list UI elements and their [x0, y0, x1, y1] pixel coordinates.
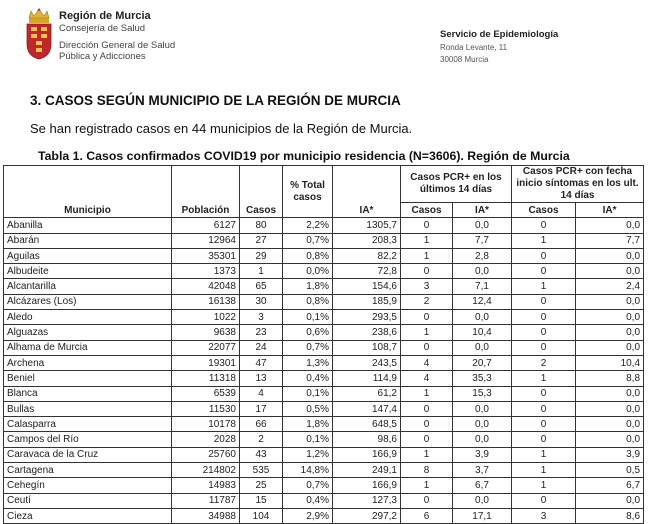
cell-pct-total: 0,1% [283, 432, 333, 447]
col-header-casos: Casos [240, 166, 283, 218]
cell-sint-casos: 0 [512, 294, 576, 309]
cell-pcr-ia: 3,9 [453, 447, 512, 462]
shield-icon [27, 24, 51, 59]
cell-sint-ia: 0,0 [576, 294, 644, 309]
cell-casos: 15 [240, 493, 283, 508]
col-header-pcr-casos: Casos [401, 203, 453, 218]
table-row [4, 355, 644, 370]
cell-poblacion: 6127 [172, 218, 240, 233]
cell-pct-total: 1,3% [283, 355, 333, 370]
cell-pcr-casos: 0 [401, 340, 453, 355]
cell-pct-total: 0,4% [283, 493, 333, 508]
cell-pct-total: 2,9% [283, 508, 333, 523]
cell-municipio: Blanca [4, 386, 172, 401]
cell-casos: 66 [240, 417, 283, 432]
service-title: Servicio de Epidemiología [440, 29, 559, 40]
cell-ia: 61,2 [333, 386, 401, 401]
cell-ia: 293,5 [333, 310, 401, 325]
cell-municipio: Alcantarilla [4, 279, 172, 294]
cell-ia: 249,1 [333, 463, 401, 478]
cell-municipio: Albudeite [4, 264, 172, 279]
table-row [4, 508, 644, 523]
cell-casos: 1 [240, 264, 283, 279]
cell-pcr-casos: 6 [401, 508, 453, 523]
cell-pcr-casos: 0 [401, 218, 453, 233]
cell-pcr-ia: 0,0 [453, 401, 512, 416]
table-row [4, 294, 644, 309]
cell-pcr-casos: 1 [401, 233, 453, 248]
table-row [4, 279, 644, 294]
cell-casos: 29 [240, 248, 283, 263]
table-row [4, 325, 644, 340]
cell-pcr-casos: 0 [401, 310, 453, 325]
cell-pct-total: 0,6% [283, 325, 333, 340]
cell-pcr-ia: 17,1 [453, 508, 512, 523]
cell-pcr-ia: 0,0 [453, 340, 512, 355]
cell-poblacion: 16138 [172, 294, 240, 309]
cell-sint-casos: 0 [512, 218, 576, 233]
table-row [4, 386, 644, 401]
cell-ia: 243,5 [333, 355, 401, 370]
cell-casos: 47 [240, 355, 283, 370]
cell-pcr-ia: 0,0 [453, 218, 512, 233]
col-header-municipio: Municipio [4, 166, 172, 218]
cell-poblacion: 19301 [172, 355, 240, 370]
cell-pct-total: 0,1% [283, 386, 333, 401]
cell-sint-casos: 1 [512, 447, 576, 462]
cell-sint-ia: 0,0 [576, 432, 644, 447]
cell-pcr-ia: 0,0 [453, 417, 512, 432]
cell-sint-casos: 0 [512, 248, 576, 263]
cell-casos: 30 [240, 294, 283, 309]
cell-poblacion: 22077 [172, 340, 240, 355]
table-row [4, 493, 644, 508]
cell-sint-casos: 0 [512, 325, 576, 340]
service-block [440, 29, 558, 65]
cell-casos: 80 [240, 218, 283, 233]
cell-casos: 13 [240, 371, 283, 386]
cell-poblacion: 10178 [172, 417, 240, 432]
cell-ia: 166,9 [333, 478, 401, 493]
cell-sint-casos: 0 [512, 340, 576, 355]
cell-poblacion: 11787 [172, 493, 240, 508]
cell-municipio: Alguazas [4, 325, 172, 340]
cell-sint-ia: 0,0 [576, 264, 644, 279]
table-row [4, 310, 644, 325]
cell-sint-ia: 0,0 [576, 493, 644, 508]
cell-pcr-casos: 1 [401, 386, 453, 401]
cell-sint-casos: 0 [512, 401, 576, 416]
cell-pcr-casos: 0 [401, 432, 453, 447]
cell-pct-total: 0,4% [283, 371, 333, 386]
cell-sint-ia: 0,0 [576, 417, 644, 432]
cell-pcr-casos: 1 [401, 447, 453, 462]
cell-sint-casos: 0 [512, 432, 576, 447]
crown-icon [29, 9, 49, 24]
cell-casos: 104 [240, 508, 283, 523]
cell-pcr-casos: 4 [401, 355, 453, 370]
col-header-poblacion: Población [172, 166, 240, 218]
cell-pct-total: 0,7% [283, 233, 333, 248]
cell-poblacion: 42048 [172, 279, 240, 294]
organization-block [59, 10, 175, 62]
cell-poblacion: 9638 [172, 325, 240, 340]
cell-sint-casos: 3 [512, 508, 576, 523]
cell-poblacion: 34988 [172, 508, 240, 523]
col-header-sint-casos: Casos [512, 203, 576, 218]
cell-municipio: Cieza [4, 508, 172, 523]
org-name: Región de Murcia [59, 10, 151, 22]
col-header-sint-ia: IA* [576, 203, 644, 218]
section-title: 3. CASOS SEGÚN MUNICIPIO DE LA REGIÓN DE MURCIA [30, 93, 401, 108]
cell-pcr-ia: 3,7 [453, 463, 512, 478]
table-row [4, 340, 644, 355]
cell-sint-casos: 0 [512, 386, 576, 401]
cell-casos: 17 [240, 401, 283, 416]
group-header-symptoms-14-days: Casos PCR+ con fecha inicio síntomas en los ult. 14 días [512, 166, 644, 203]
col-header-pct-total: % Total casos [283, 166, 333, 218]
cell-pcr-casos: 0 [401, 401, 453, 416]
cell-sint-casos: 0 [512, 264, 576, 279]
cell-ia: 648,5 [333, 417, 401, 432]
org-directorate-line2: Pública y Adicciones [59, 50, 146, 62]
group-header-pcr-14-days: Casos PCR+ en los últimos 14 días [401, 166, 512, 203]
cell-municipio: Cehegín [4, 478, 172, 493]
cell-sint-ia: 0,0 [576, 310, 644, 325]
cell-sint-ia: 0,0 [576, 386, 644, 401]
cell-ia: 166,9 [333, 447, 401, 462]
cell-poblacion: 11530 [172, 401, 240, 416]
cell-sint-ia: 8,6 [576, 508, 644, 523]
cell-poblacion: 11318 [172, 371, 240, 386]
address-line1: Ronda Levante, 11 [440, 42, 508, 52]
cell-pct-total: 0,7% [283, 478, 333, 493]
cell-ia: 127,3 [333, 493, 401, 508]
cell-pct-total: 0,8% [283, 248, 333, 263]
cell-sint-ia: 10,4 [576, 355, 644, 370]
table-row [4, 432, 644, 447]
cell-pcr-casos: 8 [401, 463, 453, 478]
cell-pcr-ia: 6,7 [453, 478, 512, 493]
cell-pcr-casos: 1 [401, 248, 453, 263]
cell-sint-ia: 0,5 [576, 463, 644, 478]
cell-pcr-ia: 0,0 [453, 310, 512, 325]
cell-ia: 147,4 [333, 401, 401, 416]
cell-casos: 535 [240, 463, 283, 478]
cell-sint-casos: 2 [512, 355, 576, 370]
table-row [4, 264, 644, 279]
cell-ia: 98,6 [333, 432, 401, 447]
col-header-ia: IA* [333, 166, 401, 218]
cell-pct-total: 0,8% [283, 294, 333, 309]
cell-poblacion: 214802 [172, 463, 240, 478]
cell-casos: 23 [240, 325, 283, 340]
table-row [4, 417, 644, 432]
cell-sint-ia: 3,9 [576, 447, 644, 462]
cell-sint-ia: 7,7 [576, 233, 644, 248]
table-header-row-group [4, 166, 644, 203]
cell-municipio: Campos del Río [4, 432, 172, 447]
cell-sint-casos: 1 [512, 463, 576, 478]
cell-municipio: Alhama de Murcia [4, 340, 172, 355]
cell-casos: 4 [240, 386, 283, 401]
cell-casos: 27 [240, 233, 283, 248]
cell-sint-casos: 1 [512, 478, 576, 493]
cell-pct-total: 0,5% [283, 401, 333, 416]
cell-poblacion: 1022 [172, 310, 240, 325]
cell-ia: 1305,7 [333, 218, 401, 233]
table-body [4, 218, 644, 524]
cell-municipio: Alcázares (Los) [4, 294, 172, 309]
cell-sint-casos: 1 [512, 371, 576, 386]
cell-poblacion: 6539 [172, 386, 240, 401]
cell-pcr-ia: 0,0 [453, 493, 512, 508]
cell-ia: 208,3 [333, 233, 401, 248]
table-row [4, 233, 644, 248]
cell-ia: 238,6 [333, 325, 401, 340]
cell-casos: 24 [240, 340, 283, 355]
cell-municipio: Beniel [4, 371, 172, 386]
cell-ia: 82,2 [333, 248, 401, 263]
cell-pcr-ia: 10,4 [453, 325, 512, 340]
cell-municipio: Caravaca de la Cruz [4, 447, 172, 462]
cell-municipio: Bullas [4, 401, 172, 416]
region-coat-of-arms-logo [22, 8, 56, 60]
table-row [4, 371, 644, 386]
cell-poblacion: 25760 [172, 447, 240, 462]
cell-municipio: Calasparra [4, 417, 172, 432]
cell-sint-ia: 0,0 [576, 340, 644, 355]
cell-pcr-ia: 7,1 [453, 279, 512, 294]
cell-sint-ia: 0,0 [576, 248, 644, 263]
address-line2: 30008 Murcia [440, 54, 489, 64]
cell-pct-total: 2,2% [283, 218, 333, 233]
table-row [4, 248, 644, 263]
cell-pcr-casos: 1 [401, 325, 453, 340]
cell-municipio: Aguilas [4, 248, 172, 263]
cell-pcr-ia: 35,3 [453, 371, 512, 386]
table-row [4, 218, 644, 233]
cell-sint-casos: 0 [512, 310, 576, 325]
intro-text: Se han registrado casos en 44 municipios de la Región de Murcia. [30, 121, 413, 136]
cell-pcr-casos: 2 [401, 294, 453, 309]
table-row [4, 447, 644, 462]
cell-poblacion: 2028 [172, 432, 240, 447]
cell-sint-ia: 0,0 [576, 325, 644, 340]
cell-poblacion: 35301 [172, 248, 240, 263]
cell-sint-ia: 2,4 [576, 279, 644, 294]
cell-municipio: Archena [4, 355, 172, 370]
cell-sint-casos: 0 [512, 417, 576, 432]
cell-pcr-ia: 0,0 [453, 264, 512, 279]
cell-pcr-ia: 15,3 [453, 386, 512, 401]
cell-pcr-casos: 4 [401, 371, 453, 386]
cell-pct-total: 1,8% [283, 279, 333, 294]
cell-pcr-ia: 0,0 [453, 432, 512, 447]
cell-pct-total: 1,8% [283, 417, 333, 432]
cell-sint-casos: 0 [512, 493, 576, 508]
cell-casos: 3 [240, 310, 283, 325]
table-row [4, 401, 644, 416]
col-header-pcr-ia: IA* [453, 203, 512, 218]
table-row [4, 463, 644, 478]
cell-sint-ia: 0,0 [576, 401, 644, 416]
cell-municipio: Abanilla [4, 218, 172, 233]
cell-poblacion: 14983 [172, 478, 240, 493]
cell-pcr-casos: 3 [401, 279, 453, 294]
cell-ia: 108,7 [333, 340, 401, 355]
cell-pcr-ia: 2,8 [453, 248, 512, 263]
cell-pcr-ia: 7,7 [453, 233, 512, 248]
cell-casos: 2 [240, 432, 283, 447]
table-row [4, 478, 644, 493]
table-caption: Tabla 1. Casos confirmados COVID19 por municipio residencia (N=3606). Región de Murcia [38, 149, 570, 163]
cell-municipio: Aledo [4, 310, 172, 325]
cell-casos: 65 [240, 279, 283, 294]
cell-sint-ia: 8,8 [576, 371, 644, 386]
cell-pct-total: 0,0% [283, 264, 333, 279]
cell-pct-total: 0,1% [283, 310, 333, 325]
cell-pcr-casos: 0 [401, 417, 453, 432]
cell-casos: 43 [240, 447, 283, 462]
org-directorate-line1: Dirección General de Salud [59, 39, 176, 51]
cell-pct-total: 14,8% [283, 463, 333, 478]
cases-by-municipality-table [3, 165, 644, 524]
cell-municipio: Cartagena [4, 463, 172, 478]
cell-sint-casos: 1 [512, 233, 576, 248]
cell-pct-total: 0,7% [283, 340, 333, 355]
cell-pcr-casos: 0 [401, 493, 453, 508]
cell-pct-total: 1,2% [283, 447, 333, 462]
cell-sint-ia: 0,0 [576, 218, 644, 233]
cell-municipio: Ceutí [4, 493, 172, 508]
cell-ia: 185,9 [333, 294, 401, 309]
cell-ia: 72,8 [333, 264, 401, 279]
cell-pcr-ia: 20,7 [453, 355, 512, 370]
cell-casos: 25 [240, 478, 283, 493]
cell-sint-casos: 1 [512, 279, 576, 294]
cell-ia: 154,6 [333, 279, 401, 294]
cell-pcr-casos: 0 [401, 264, 453, 279]
cell-pcr-casos: 1 [401, 478, 453, 493]
cell-municipio: Abarán [4, 233, 172, 248]
org-department: Consejería de Salud [59, 23, 146, 35]
cell-ia: 297,2 [333, 508, 401, 523]
cell-poblacion: 1373 [172, 264, 240, 279]
cell-ia: 114,9 [333, 371, 401, 386]
cell-pcr-ia: 12,4 [453, 294, 512, 309]
cell-poblacion: 12964 [172, 233, 240, 248]
cell-sint-ia: 6,7 [576, 478, 644, 493]
